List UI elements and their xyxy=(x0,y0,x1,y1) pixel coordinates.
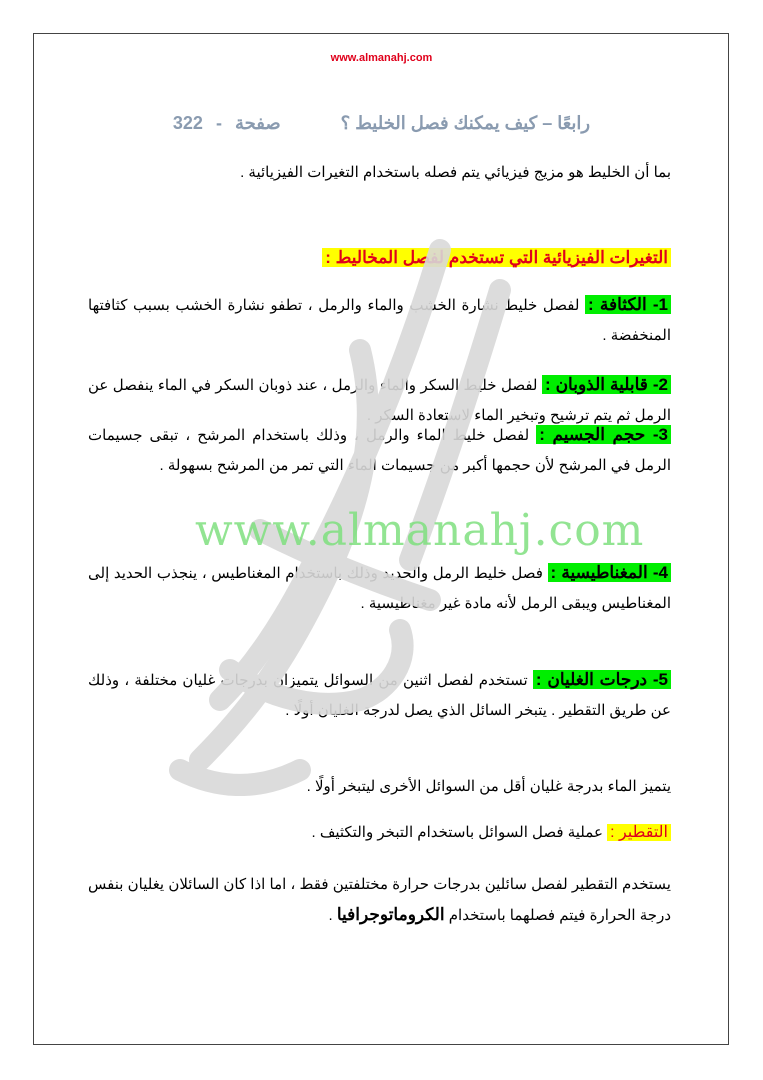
item-text: لفصل خليط الماء والرمل ، وذلك باستخدام المرشح ، تبقى جسيمات الرمل في المرشح لأن حجمها أكبر من جسيمات الماء التي تمر من المرشح بسهولة . xyxy=(88,427,671,474)
closing-end: . xyxy=(328,907,333,924)
closing-paragraph xyxy=(88,870,671,931)
item-label: 4- المغناطيسية : xyxy=(548,563,671,582)
page-word: صفحة xyxy=(234,113,281,133)
lesson-header xyxy=(0,113,763,134)
lesson-title: رابعًا – كيف يمكنك فصل الخليط ؟ xyxy=(340,113,591,133)
item-text: فصل خليط الرمل والحديد وذلك باستخدام المغناطيس ، ينجذب الحديد إلى المغناطيس ويبقى الرمل لأنه مادة غير مغناطيسية . xyxy=(88,565,671,612)
intro-paragraph: بما أن الخليط هو مزيج فيزيائي يتم فصله باستخدام التغيرات الفيزيائية . xyxy=(240,164,671,181)
item-text: تستخدم لفصل اثنين من السوائل يتميزان بدرجات غليان مختلفة ، وذلك عن طريق التقطير . يتبخر السائل الذي يصل لدرجة الغليان أولًا . xyxy=(88,672,671,719)
item-label: 1- الكثافة : xyxy=(585,295,671,314)
distillation-label: التقطير : xyxy=(607,824,671,841)
item-label: 5- درجات الغليان : xyxy=(533,670,671,689)
item-label: 2- قابلية الذوبان : xyxy=(542,375,671,394)
water-note: يتميز الماء بدرجة غليان أقل من السوائل الأخرى ليتبخر أولًا . xyxy=(306,778,671,795)
header-dash: - xyxy=(215,113,222,133)
item-text: لفصل خليط السكر والماء والرمل ، عند ذوبان السكر في الماء ينفصل عن الرمل ثم يتم ترشيح وتبخير الماء لاستعادة السكر . xyxy=(88,377,671,424)
item-text: لفصل خليط نشارة الخشب والماء والرمل ، تطفو نشارة الخشب بسبب كثافتها المنخفضة . xyxy=(88,297,671,344)
closing-text: يستخدم التقطير لفصل سائلين بدرجات حرارة مختلفتين فقط ، اما اذا كان السائلان يغليان بنفس درجة الحرارة فيتم فصلهما باستخدام xyxy=(88,876,671,924)
page-number: 322 xyxy=(172,113,203,133)
watermark-url: www.almanahj.com xyxy=(195,505,645,556)
site-url[interactable]: www.almanahj.com xyxy=(330,52,433,64)
distillation-definition xyxy=(88,818,671,848)
item-label: 3- حجم الجسيم : xyxy=(536,425,671,444)
section-heading: التغيرات الفيزيائية التي تستخدم لفصل المخاليط : xyxy=(322,248,671,267)
chromatography-term: الكروماتوجرافيا xyxy=(336,905,445,924)
distillation-text: عملية فصل السوائل باستخدام التبخر والتكثيف . xyxy=(311,824,603,841)
